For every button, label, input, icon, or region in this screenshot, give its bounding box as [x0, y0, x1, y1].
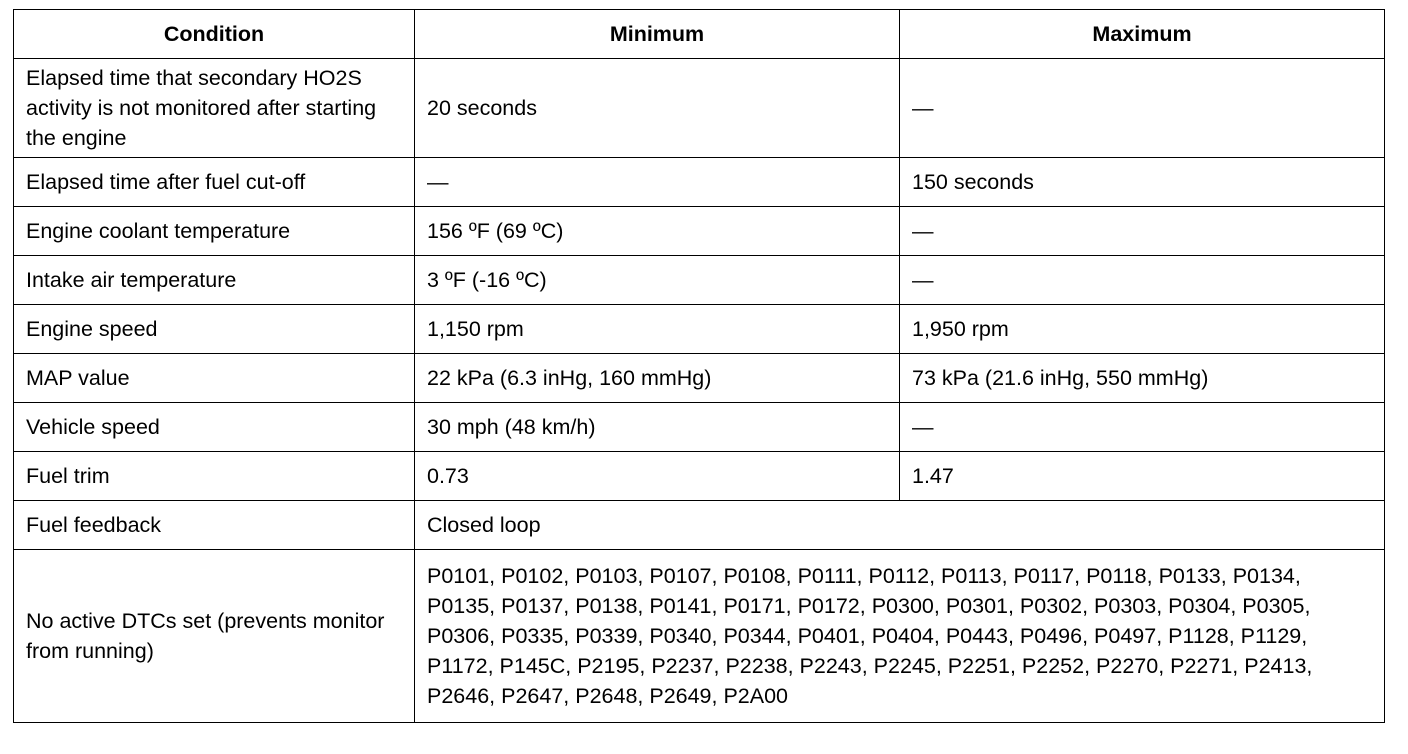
minimum-cell: —	[415, 158, 900, 207]
maximum-cell: —	[900, 403, 1385, 452]
condition-cell: Elapsed time after fuel cut-off	[14, 158, 415, 207]
minimum-cell: 156 ºF (69 ºC)	[415, 207, 900, 256]
table-row	[14, 550, 1385, 723]
condition-cell: Engine speed	[14, 305, 415, 354]
minimum-cell: 22 kPa (6.3 inHg, 160 mmHg)	[415, 354, 900, 403]
header-condition: Condition	[14, 10, 415, 59]
condition-cell: Fuel trim	[14, 452, 415, 501]
condition-cell: MAP value	[14, 354, 415, 403]
table-row	[14, 354, 1385, 403]
table-row	[14, 452, 1385, 501]
minimum-cell: 3 ºF (-16 ºC)	[415, 256, 900, 305]
table-row	[14, 403, 1385, 452]
condition-cell: Fuel feedback	[14, 501, 415, 550]
table-row	[14, 305, 1385, 354]
dtc-list: P0101, P0102, P0103, P0107, P0108, P0111, P0112, P0113, P0117, P0118, P0133, P0134, P0135, P0137, P0138, P0141, P0171, P0172, P0300, P0301, P0302, P0303, P0304, P0305, P0306, P0335, P0339, P0340, P0344, P0401, P0404, P0443, P0496, P0497, P1128, P1129, P1172, P145C, P2195, P2237, P2238, P2243, P2245, P2251, P2252, P2270, P2271, P2413, P2646, P2647, P2648, P2649, P2A00	[427, 564, 1313, 708]
dtc-list-cell	[415, 550, 1385, 723]
condition-cell: Engine coolant temperature	[14, 207, 415, 256]
condition-cell: No active DTCs set (prevents monitor from running)	[14, 550, 415, 723]
maximum-cell: 1,950 rpm	[900, 305, 1385, 354]
header-minimum: Minimum	[415, 10, 900, 59]
table-row	[14, 158, 1385, 207]
table-row	[14, 207, 1385, 256]
minimum-cell: 0.73	[415, 452, 900, 501]
minimum-cell: 30 mph (48 km/h)	[415, 403, 900, 452]
header-row	[14, 10, 1385, 59]
condition-cell: Intake air temperature	[14, 256, 415, 305]
header-maximum: Maximum	[900, 10, 1385, 59]
maximum-cell: —	[900, 207, 1385, 256]
condition-cell: Elapsed time that secondary HO2S activity is not monitored after starting the engine	[14, 59, 415, 158]
condition-cell: Vehicle speed	[14, 403, 415, 452]
minimum-cell: 1,150 rpm	[415, 305, 900, 354]
merged-value-cell: Closed loop	[415, 501, 1385, 550]
maximum-cell: —	[900, 59, 1385, 158]
table-row	[14, 256, 1385, 305]
maximum-cell: 150 seconds	[900, 158, 1385, 207]
table-row	[14, 501, 1385, 550]
monitor-conditions-table	[13, 9, 1385, 723]
maximum-cell: 1.47	[900, 452, 1385, 501]
minimum-cell: 20 seconds	[415, 59, 900, 158]
maximum-cell: —	[900, 256, 1385, 305]
table-row	[14, 59, 1385, 158]
maximum-cell: 73 kPa (21.6 inHg, 550 mmHg)	[900, 354, 1385, 403]
